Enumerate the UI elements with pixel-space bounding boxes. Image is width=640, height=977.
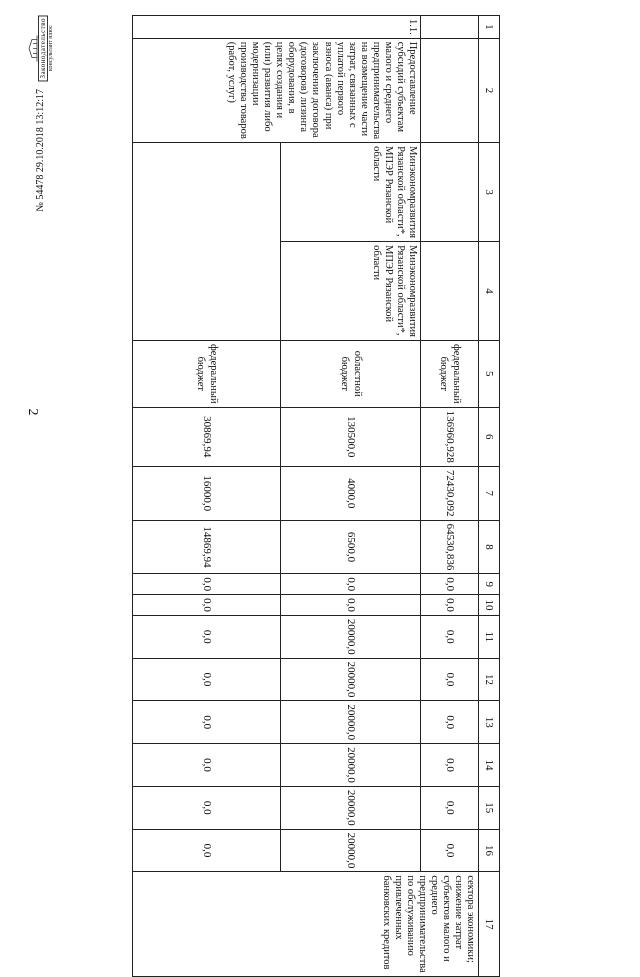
coexecutor-empty — [421, 242, 479, 341]
value-cell: 0,0 — [281, 595, 421, 616]
col-header-9: 9 — [479, 574, 500, 595]
description-empty — [421, 38, 479, 142]
value-cell: 0,0 — [133, 829, 281, 872]
value-cell: 136960,928 — [421, 407, 479, 466]
page-number: 2 — [25, 408, 40, 416]
col-header-14: 14 — [479, 744, 500, 787]
row-number: 1.1. — [133, 16, 421, 39]
header-row — [479, 16, 500, 977]
table-row — [133, 16, 281, 977]
value-cell: 0,0 — [421, 829, 479, 872]
value-cell: 0,0 — [421, 744, 479, 787]
program-table — [132, 15, 500, 977]
value-cell: 72430,092 — [421, 466, 479, 520]
col-header-1: 1 — [479, 16, 500, 39]
value-cell: 0,0 — [133, 786, 281, 829]
value-cell: 0,0 — [281, 574, 421, 595]
table-row — [421, 16, 479, 977]
document-number: № 54478 — [35, 175, 47, 213]
value-cell: 20000,0 — [281, 615, 421, 658]
value-cell: 0,0 — [133, 701, 281, 744]
col-header-17: 17 — [479, 872, 500, 976]
table-row — [281, 16, 421, 977]
value-cell: 0,0 — [421, 615, 479, 658]
result-text: сектора экономики; снижение затрат субъектов малого и среднего предпринимательства по обслуживанию привлеченных банковских кредитов — [133, 872, 479, 976]
stamp-logo-sub: консультант плюс — [48, 25, 54, 72]
value-cell: 4000,0 — [281, 466, 421, 520]
value-cell: 0,0 — [421, 574, 479, 595]
col-header-15: 15 — [479, 786, 500, 829]
col-header-8: 8 — [479, 520, 500, 574]
value-cell: 0,0 — [133, 595, 281, 616]
row-coexecutor: Минэкономразвития Рязанской области*, МПЭР Рязанской области — [281, 242, 421, 341]
value-cell: 30869,94 — [133, 407, 281, 466]
document-datetime: 29.10.2018 13:12:17 — [35, 89, 47, 173]
footer — [28, 15, 54, 212]
executor-merged-empty — [133, 143, 281, 341]
funding-source: федеральный бюджет — [421, 340, 479, 407]
value-cell: 16000,0 — [133, 466, 281, 520]
value-cell: 0,0 — [133, 574, 281, 595]
value-cell: 20000,0 — [281, 786, 421, 829]
value-cell: 6500,0 — [281, 520, 421, 574]
value-cell: 20000,0 — [281, 701, 421, 744]
value-cell: 0,0 — [421, 786, 479, 829]
consultant-stamp — [28, 15, 54, 81]
row-number-empty — [421, 16, 479, 39]
col-header-3: 3 — [479, 143, 500, 242]
col-header-6: 6 — [479, 407, 500, 466]
funding-source: областной бюджет — [281, 340, 421, 407]
executor-empty — [421, 143, 479, 242]
col-header-2: 2 — [479, 38, 500, 142]
document-stamp — [36, 89, 47, 212]
value-cell: 0,0 — [133, 658, 281, 701]
stamp-logo-text: Законодательство — [38, 15, 48, 81]
value-cell: 20000,0 — [281, 744, 421, 787]
col-header-12: 12 — [479, 658, 500, 701]
col-header-10: 10 — [479, 595, 500, 616]
funding-source: федеральный бюджет — [133, 340, 281, 407]
value-cell: 14869,94 — [133, 520, 281, 574]
row-executor: Минэкономразвития Рязанской области*, МПЭР Рязанской области — [281, 143, 421, 242]
value-cell: 0,0 — [133, 744, 281, 787]
value-cell: 0,0 — [421, 658, 479, 701]
col-header-5: 5 — [479, 340, 500, 407]
col-header-13: 13 — [479, 701, 500, 744]
row-description: Предоставление субсидий субъектам малого и среднего предпринимательства на возмещение части затрат, связанных с уплатой первого взноса (аванса) при заключении договора (договоров) лизинга оборудования, в целях создания и (или) развития либо модернизации производства товаров (работ, услуг) — [133, 38, 421, 142]
value-cell: 64530,836 — [421, 520, 479, 574]
building-icon — [28, 33, 38, 63]
value-cell: 0,0 — [133, 615, 281, 658]
col-header-4: 4 — [479, 242, 500, 341]
value-cell: 0,0 — [421, 595, 479, 616]
value-cell: 20000,0 — [281, 658, 421, 701]
value-cell: 20000,0 — [281, 829, 421, 872]
col-header-16: 16 — [479, 829, 500, 872]
col-header-7: 7 — [479, 466, 500, 520]
value-cell: 0,0 — [421, 701, 479, 744]
col-header-11: 11 — [479, 615, 500, 658]
value-cell: 130500,0 — [281, 407, 421, 466]
